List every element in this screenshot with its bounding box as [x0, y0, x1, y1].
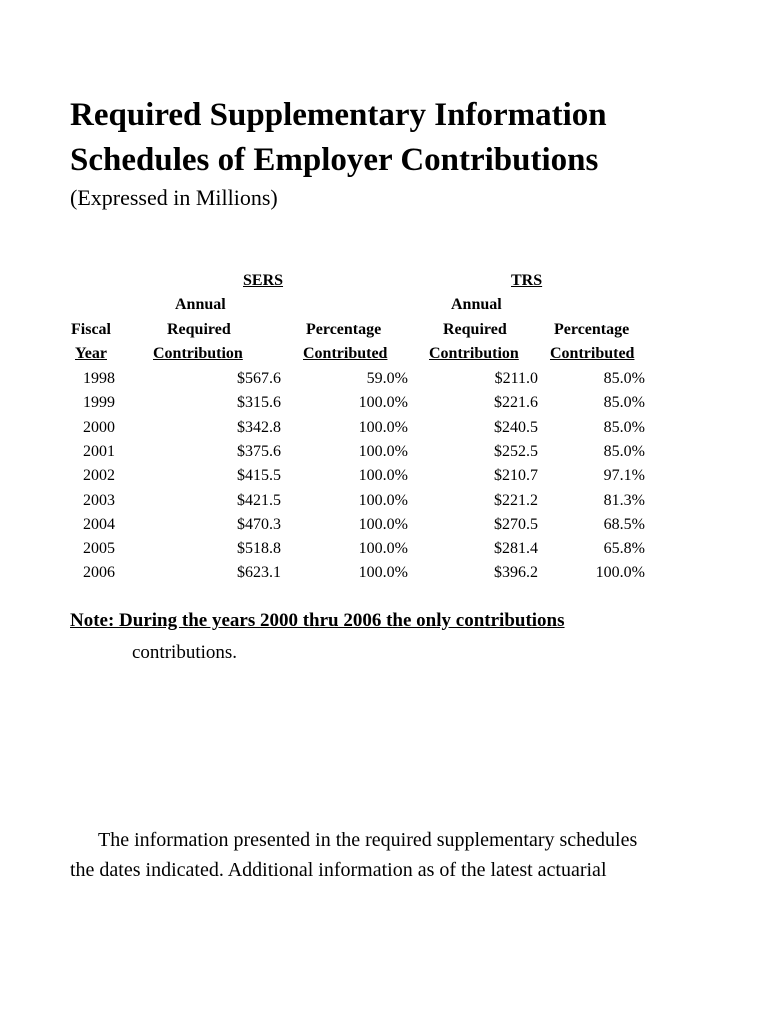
sers-arc-cell: $342.8 — [237, 419, 281, 436]
sers-pct-cell: 100.0% — [358, 564, 408, 581]
sers-pct-cell: 100.0% — [358, 516, 408, 533]
sers-arc-cell: $415.5 — [237, 467, 281, 484]
trs-contribution-header: Contribution — [429, 345, 519, 362]
sers-arc-cell: $518.8 — [237, 540, 281, 557]
trs-arc-cell: $396.2 — [494, 564, 538, 581]
sers-arc-cell: $315.6 — [237, 394, 281, 411]
sers-pct-cell: 100.0% — [358, 540, 408, 557]
year-cell: 1998 — [83, 370, 115, 387]
note-line-1: Note: During the years 2000 thru 2006 the only contributions — [70, 610, 565, 631]
trs-percentage-header: Percentage — [554, 321, 630, 338]
trs-arc-cell: $221.2 — [494, 492, 538, 509]
trs-arc-cell: $210.7 — [494, 467, 538, 484]
year-cell: 2001 — [83, 443, 115, 460]
sers-arc-cell: $421.5 — [237, 492, 281, 509]
trs-pct-cell: 68.5% — [603, 516, 645, 533]
year-cell: 1999 — [83, 394, 115, 411]
year-cell: 2000 — [83, 419, 115, 436]
year-cell: 2002 — [83, 467, 115, 484]
sers-pct-cell: 100.0% — [358, 419, 408, 436]
sers-arc-cell: $623.1 — [237, 564, 281, 581]
sers-annual-header: Annual — [175, 296, 226, 313]
sers-pct-cell: 59.0% — [366, 370, 408, 387]
trs-arc-cell: $252.5 — [494, 443, 538, 460]
sers-contribution-header: Contribution — [153, 345, 243, 362]
sers-arc-cell: $470.3 — [237, 516, 281, 533]
subtitle: (Expressed in Millions) — [70, 185, 278, 210]
trs-annual-header: Annual — [451, 296, 502, 313]
year-cell: 2005 — [83, 540, 115, 557]
sers-contributed-header: Contributed — [303, 345, 388, 362]
sers-pct-cell: 100.0% — [358, 467, 408, 484]
trs-pct-cell: 85.0% — [603, 370, 645, 387]
trs-arc-cell: $270.5 — [494, 516, 538, 533]
sers-arc-cell: $375.6 — [237, 443, 281, 460]
sers-pct-cell: 100.0% — [358, 443, 408, 460]
trs-arc-cell: $240.5 — [494, 419, 538, 436]
note-line-2: contributions. — [132, 642, 238, 663]
trs-required-header: Required — [443, 321, 507, 338]
sers-required-header: Required — [167, 321, 231, 338]
trs-contributed-header: Contributed — [550, 345, 635, 362]
sers-group-header: SERS — [243, 272, 284, 289]
year-cell: 2003 — [83, 492, 115, 509]
trs-arc-cell: $211.0 — [494, 370, 538, 387]
trs-group-header: TRS — [511, 272, 543, 289]
trs-pct-cell: 65.8% — [603, 540, 645, 557]
title-line-2: Schedules of Employer Contributions — [70, 142, 599, 178]
trs-arc-cell: $281.4 — [494, 540, 538, 557]
paragraph-line-1: The information presented in the required supplementary schedules — [98, 829, 638, 851]
trs-pct-cell: 81.3% — [603, 492, 645, 509]
trs-pct-cell: 85.0% — [603, 419, 645, 436]
year-cell: 2004 — [83, 516, 115, 533]
trs-pct-cell: 100.0% — [595, 564, 645, 581]
year-header: Year — [75, 345, 107, 362]
year-cell: 2006 — [83, 564, 115, 581]
sers-pct-cell: 100.0% — [358, 492, 408, 509]
sers-arc-cell: $567.6 — [237, 370, 281, 387]
fiscal-header: Fiscal — [71, 321, 111, 338]
trs-pct-cell: 85.0% — [603, 394, 645, 411]
trs-pct-cell: 85.0% — [603, 443, 645, 460]
trs-arc-cell: $221.6 — [494, 394, 538, 411]
paragraph-line-2: the dates indicated. Additional information as of the latest actuarial — [70, 859, 607, 881]
sers-percentage-header: Percentage — [306, 321, 382, 338]
title-line-1: Required Supplementary Information — [70, 97, 607, 133]
sers-pct-cell: 100.0% — [358, 394, 408, 411]
trs-pct-cell: 97.1% — [603, 467, 645, 484]
